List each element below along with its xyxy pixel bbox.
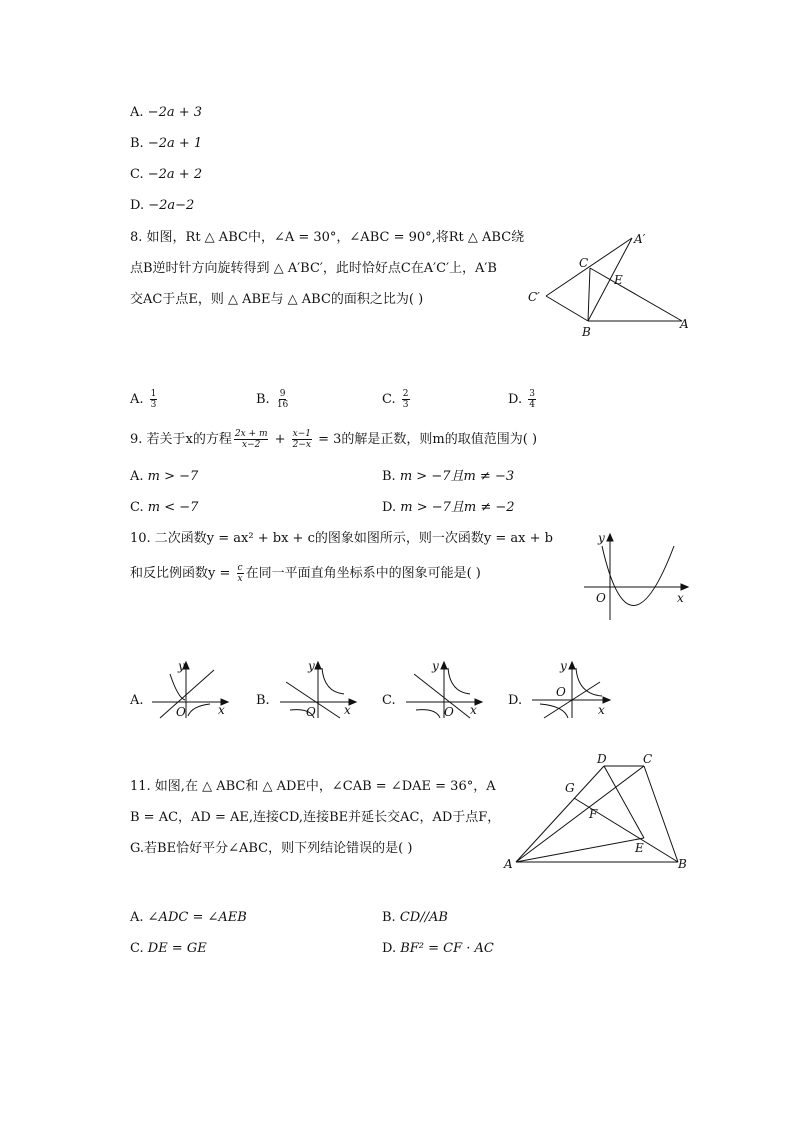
q7-option-b: B. −2a + 1 (130, 136, 203, 151)
q11-triangles-figure (500, 750, 695, 870)
q10-stem-line1: 10. 二次函数y = ax² + bx + c的图象如图所示，则一次函数y = ax + b (130, 531, 553, 546)
svg-text:x: x (470, 703, 477, 717)
svg-text:O: O (176, 705, 186, 719)
q11-label-c: C (643, 752, 653, 766)
q11-label-b: B (678, 857, 687, 871)
q10-label-y: y (598, 531, 605, 545)
q11-label-e: E (635, 841, 644, 855)
q8-seg-ba-prime (588, 238, 632, 321)
q8-stem-line3: 交AC于点E，则 △ ABE与 △ ABC的面积之比为( ) (130, 292, 424, 307)
q8-label-a-prime: A′ (634, 232, 646, 246)
q10-option-a-label: A. (130, 693, 144, 708)
q11-option-a: A. ∠ADC = ∠AEB (130, 910, 247, 925)
q8-stem-line2: 点B逆时针方向旋转得到 △ A′BC′，此时恰好点C在A′C′上，A′B (130, 261, 497, 276)
q11-stem-line1: 11. 如图,在 △ ABC和 △ ADE中，∠CAB = ∠DAE = 36°，A (130, 779, 496, 794)
q11-option-d: D. BF² = CF · AC (382, 941, 494, 956)
q10-option-a-graph (150, 660, 232, 720)
q10-parabola-curve (602, 546, 674, 606)
q7-option-a: A. −2a + 3 (130, 105, 203, 120)
q10-option-d-graph (530, 660, 612, 720)
q10-stem-line2: 和反比例函数y = $\frac{c}{x}$ 在同一平面直角坐标系中的图象可能是( ) (130, 563, 481, 584)
q11-label-f: F (589, 807, 598, 821)
q7-option-d: D. −2a−2 (130, 198, 195, 213)
svg-text:y: y (308, 659, 315, 673)
q10-option-b-graph (278, 660, 360, 720)
q11-seg-de (604, 766, 644, 838)
q8-label-b: B (582, 325, 591, 339)
q11-seg-ac (516, 766, 644, 862)
q10-label-x: x (677, 591, 684, 605)
q9-option-b: B. m > −7且m ≠ −3 (382, 469, 515, 484)
q8-label-c: C (579, 256, 589, 270)
q8-seg-ca (590, 268, 682, 321)
q11-option-c: C. DE = GE (130, 941, 207, 956)
q8-option-b: B. $\frac{9}{16}$ (256, 389, 289, 410)
q7-option-c: C. −2a + 2 (130, 167, 203, 182)
q9-option-d: D. m > −7且m ≠ −2 (382, 500, 515, 515)
q10-option-b-label: B. (256, 693, 270, 708)
q8-label-c-prime: C′ (528, 290, 540, 304)
q9-stem: 9. 若关于x的方程 $\frac{2x + m}{x-2}$ + $\frac{x-1}{2-x}$ = 3的解是正数，则m的取值范围为( ) (130, 429, 538, 450)
q11-stem-line3: G.若BE恰好平分∠ABC，则下列结论错误的是( ) (130, 841, 413, 856)
svg-text:x: x (344, 703, 351, 717)
q11-stem-line2: B = AC，AD = AE,连接CD,连接BE并延长交AC，AD于点F， (130, 810, 501, 825)
svg-text:y: y (178, 659, 185, 673)
q8-triangle-figure (520, 228, 700, 343)
svg-text:O: O (306, 705, 316, 719)
q8-seg-c-prime-b (546, 296, 588, 321)
q9-option-c: C. m < −7 (130, 500, 199, 515)
q8-option-c: C. $\frac{2}{3}$ (382, 389, 409, 410)
svg-text:x: x (218, 703, 225, 717)
q8-option-d: D. $\frac{3}{4}$ (508, 389, 535, 410)
svg-text:x: x (598, 703, 605, 717)
q9-option-a: A. m > −7 (130, 469, 199, 484)
q10-label-o: O (596, 591, 606, 605)
q11-label-a: A (504, 857, 513, 871)
q8-label-a: A (680, 317, 689, 331)
q10-option-c-graph (404, 660, 486, 720)
svg-text:O: O (556, 685, 566, 699)
q11-option-b: B. CD//AB (382, 910, 448, 925)
q8-label-e: E (614, 273, 623, 287)
q11-seg-cb (644, 766, 678, 862)
q10-option-c-label: C. (382, 693, 396, 708)
svg-text:O: O (444, 705, 454, 719)
q10-parabola-figure (584, 530, 694, 622)
q11-label-d: D (597, 752, 607, 766)
svg-text:y: y (432, 659, 439, 673)
q11-label-g: G (565, 781, 575, 795)
q8-option-a: A. $\frac{1}{3}$ (130, 389, 157, 410)
q8-seg-bc (588, 268, 590, 321)
q10-option-d-label: D. (508, 693, 523, 708)
svg-text:y: y (560, 659, 567, 673)
q8-stem-line1: 8. 如图，Rt △ ABC中，∠A = 30°，∠ABC = 90°,将Rt △ ABC绕 (130, 230, 525, 245)
